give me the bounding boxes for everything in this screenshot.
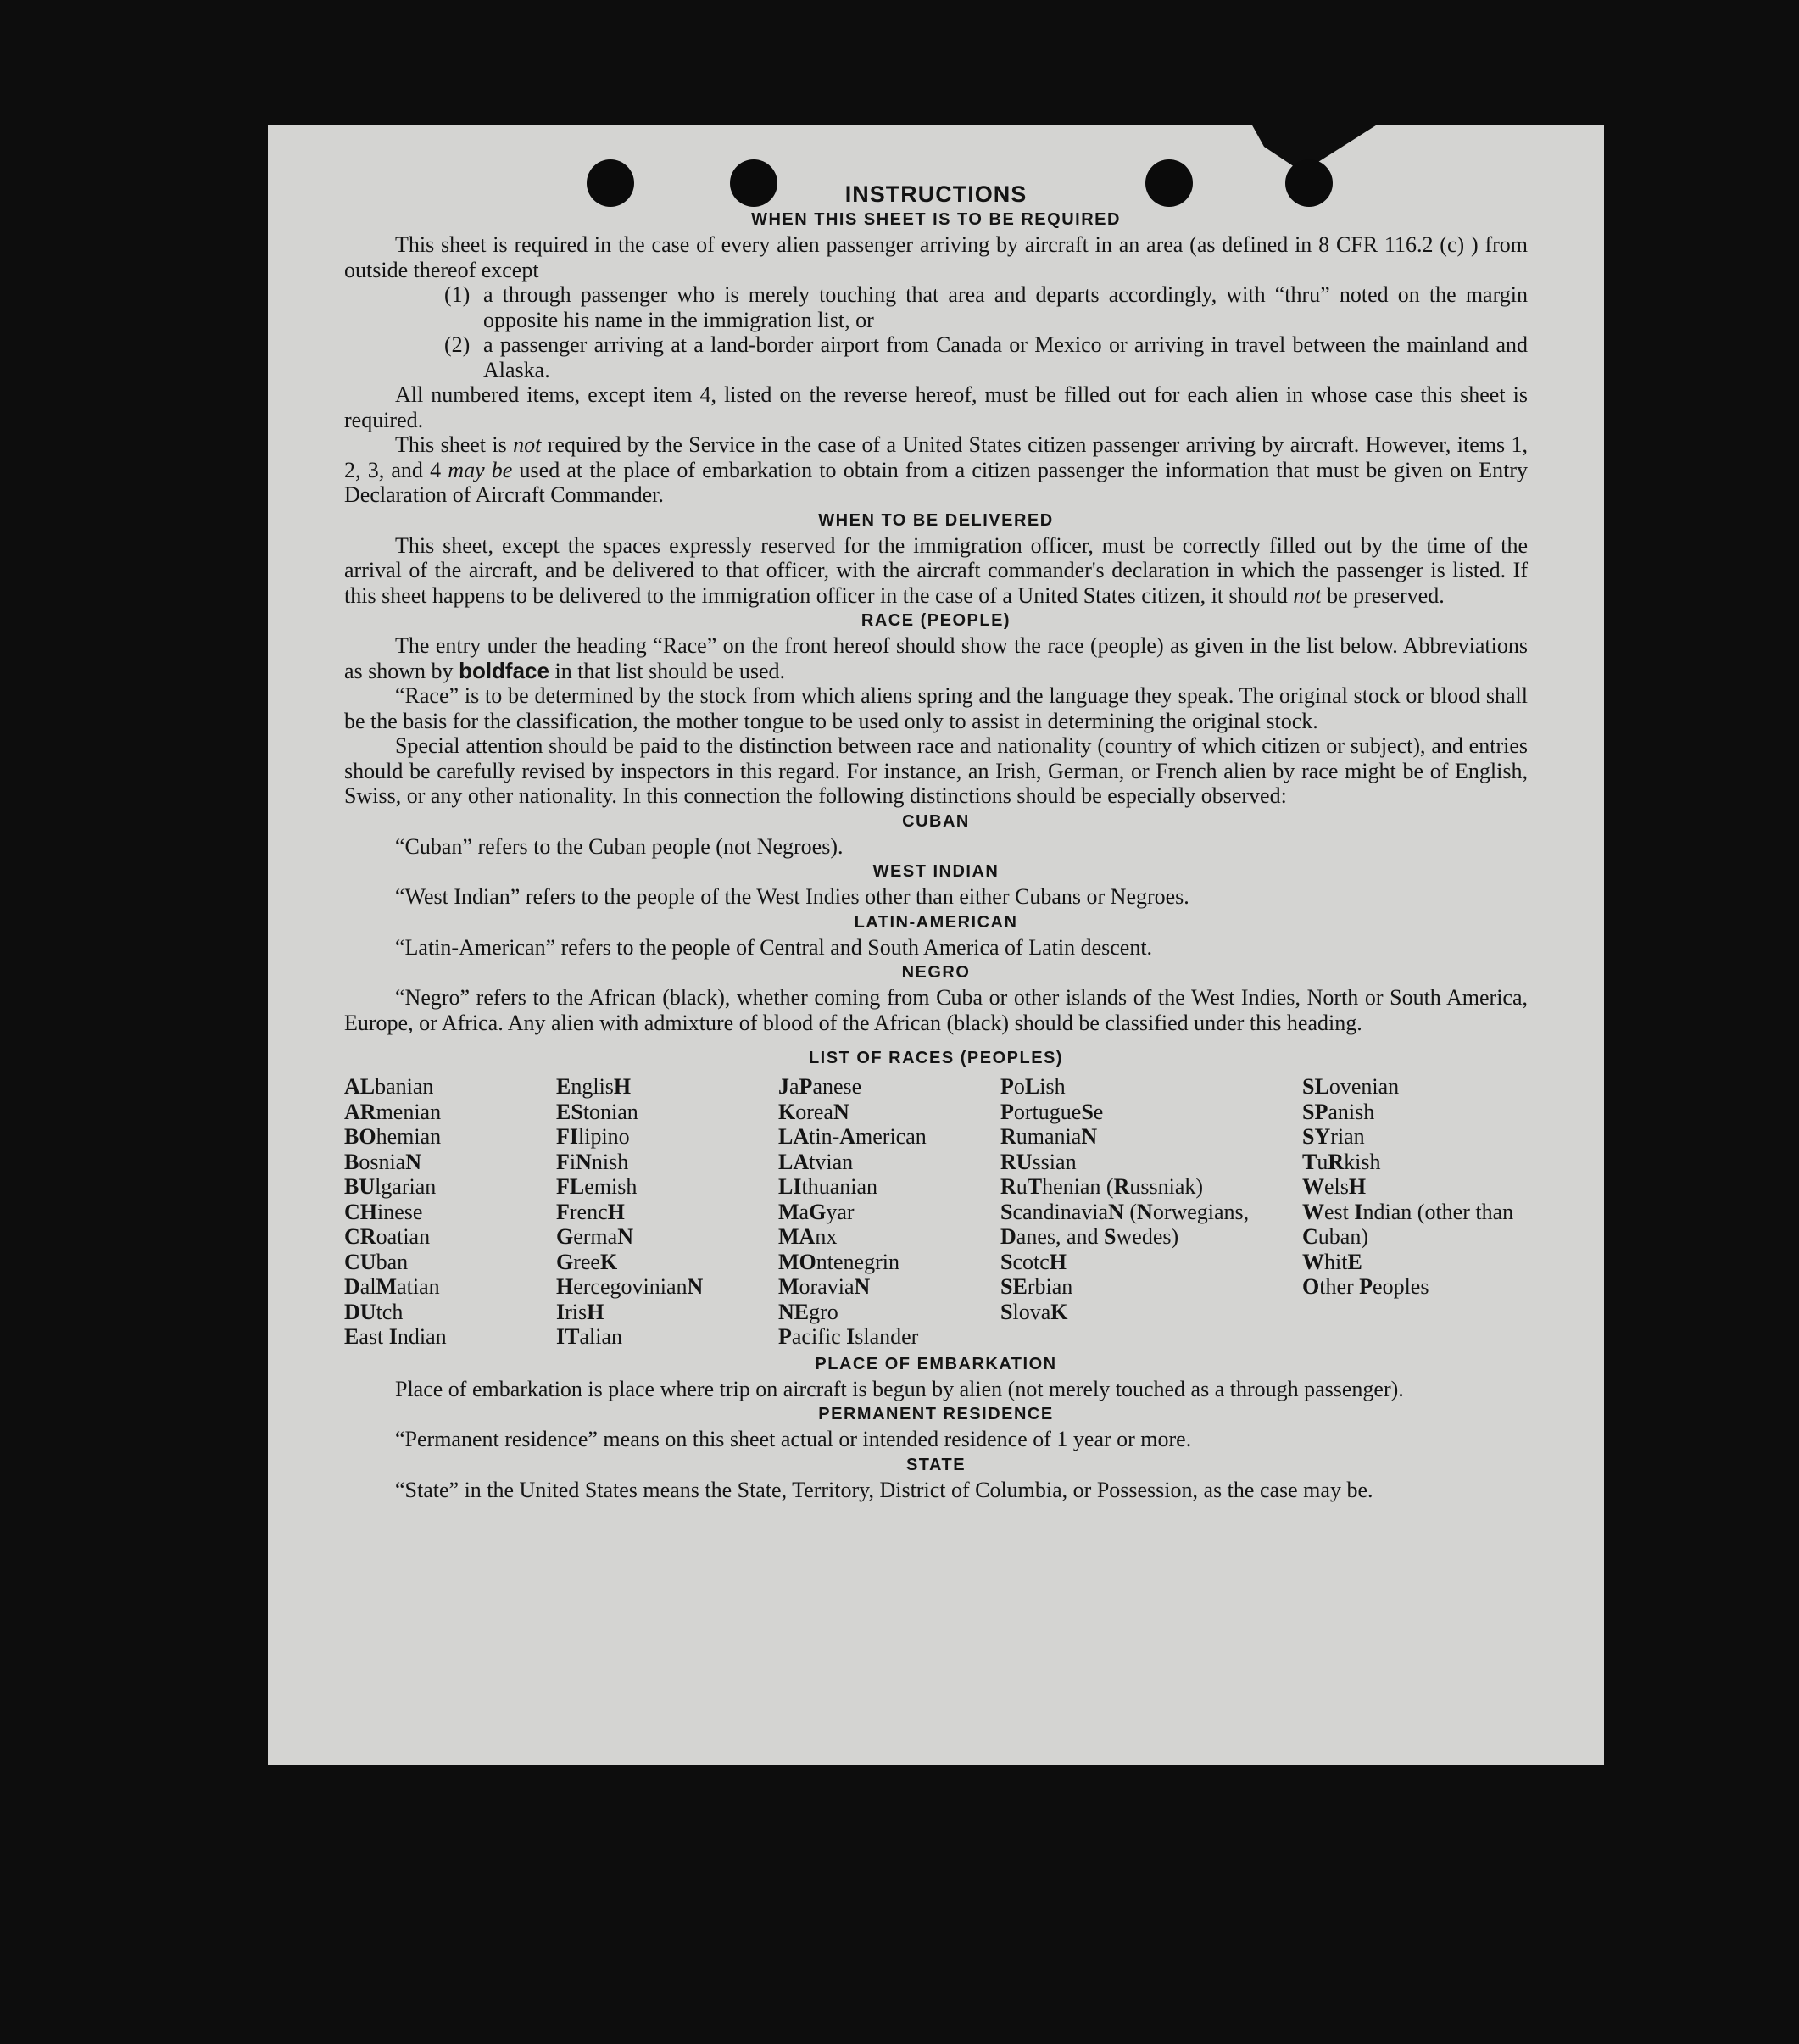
race-item: ScandinaviaN (Norwegians, Danes, and Swedes) [1000,1199,1250,1249]
race-item: RUssian [1000,1149,1077,1174]
exception-number: (2) [444,332,471,357]
race-item: WhitE [1302,1249,1362,1274]
races-column [344,1074,556,1350]
race-item: CHinese [344,1199,423,1224]
italic-run: not [513,432,542,457]
race-item: East Indian [344,1324,447,1349]
race-item: SLovenian [1302,1074,1400,1099]
race-item: DUtch [344,1299,404,1324]
race-item: West Indian (other than Cuban) [1302,1199,1514,1249]
race-item: GermaN [556,1224,633,1249]
race-item: ITalian [556,1324,622,1349]
heading-when-required: WHEN THIS SHEET IS TO BE REQUIRED [751,210,1121,229]
race-item: FLemish [556,1174,638,1199]
races-list [344,1074,1528,1350]
race-item: WelsH [1302,1174,1367,1199]
heading-residence: PERMANENT RESIDENCE [818,1405,1054,1423]
race-paragraph [344,633,1528,683]
race-item: DalMatian [344,1274,440,1299]
races-column [778,1074,1000,1350]
race-item: FiNnish [556,1149,629,1174]
text-run: This sheet, except the spaces expressly reserved for the immigration officer, must be correctly filled out by the time of the arrival of the aircraft, and be delivered to that officer, with the aircraft commander's declaration in which the passenger is listed. If this sheet happens to be delivered to the immigration officer in the case of a United States citizen, it should [344,532,1528,608]
citizen-paragraph [344,432,1528,508]
delivered-paragraph [344,533,1528,609]
race-paragraph: “Race” is to be determined by the stock from which aliens spring and the language they speak. The original stock or blood shall be the basis for the classification, the mother tongue to be used only to assist in determining the original stock. [344,683,1528,733]
race-item: SYrian [1302,1124,1365,1149]
race-item: SPanish [1302,1099,1375,1124]
race-item: FIlipino [556,1124,630,1149]
race-item: ScotcH [1000,1249,1067,1274]
italic-run: may be [448,457,513,482]
race-item: MAnx [778,1224,838,1249]
cuban-paragraph: “Cuban” refers to the Cuban people (not Negroes). [395,833,844,859]
race-item: GreeK [556,1249,618,1274]
race-item: LAtvian [778,1149,854,1174]
race-item: CUban [344,1249,409,1274]
race-item: EStonian [556,1099,638,1124]
race-item: EnglisH [556,1074,632,1099]
heading-west-indian: WEST INDIAN [872,862,1000,881]
race-item: BosniaN [344,1149,422,1174]
heading-race: RACE (PEOPLE) [861,611,1011,630]
race-item: MOntenegrin [778,1249,900,1274]
race-item: IrisH [556,1299,604,1324]
race-item: MoraviaN [778,1274,871,1299]
exception-number: (1) [444,282,471,307]
race-item: JaPanese [778,1074,862,1099]
race-item: PoLish [1000,1074,1066,1099]
heading-negro: NEGRO [901,963,971,982]
race-item: NEgro [778,1299,838,1324]
race-item: LIthuanian [778,1174,877,1199]
race-item: KoreaN [778,1099,849,1124]
race-item: LAtin-American [778,1124,927,1149]
text-run: in that list should be used. [549,658,786,683]
latin-american-paragraph: “Latin-American” refers to the people of Central and South America of Latin descent. [395,934,1153,960]
state-paragraph: “State” in the United States means the State, Territory, District of Columbia, or Possession, as the case may be. [395,1477,1373,1502]
text-run: required by the Service in the case of a United States citizen passenger arriving by aircraft. However, items 1, 2, 3, and 4 [344,432,1528,482]
race-item: CRoatian [344,1224,431,1249]
heading-state: STATE [905,1455,966,1474]
heading-when-delivered: WHEN TO BE DELIVERED [818,510,1054,530]
text-run: used at the place of embarkation to obtain from a citizen passenger the information that must be given on Entry Declaration of Aircraft Commander. [344,457,1528,507]
west-indian-paragraph: “West Indian” refers to the people of the West Indies other than either Cubans or Negroes. [395,884,1189,909]
race-item: BUlgarian [344,1174,437,1199]
heading-races-list: LIST OF RACES (PEOPLES) [808,1049,1064,1067]
embarkation-paragraph: Place of embarkation is place where trip on aircraft is begun by alien (not merely touched as a through passenger). [395,1376,1404,1401]
race-item: FrencH [556,1199,625,1224]
race-item: HercegovinianN [556,1274,704,1299]
italic-run: not [1293,582,1322,608]
races-column [556,1074,778,1350]
exception-item [444,332,1528,382]
race-paragraph: Special attention should be paid to the distinction between race and nationality (country of which citizen or subject), and entries should be carefully revised by inspectors in this regard. For instance, an Irish, German, or French alien by race might be of English, Swiss, or any other nationality. In this connection the following distinctions should be especially observed: [344,733,1528,808]
document-sheet [268,125,1604,1765]
residence-paragraph: “Permanent residence” means on this sheet actual or intended residence of 1 year or more. [395,1427,1192,1451]
numbered-items-paragraph: All numbered items, except item 4, listed on the reverse hereof, must be filled out for each alien in whose case this sheet is required. [344,382,1528,432]
heading-latin-american: LATIN-AMERICAN [854,912,1018,932]
race-item: SErbian [1000,1274,1073,1299]
text-run: This sheet is [395,432,514,457]
text-run: The entry under the heading “Race” on the front hereof should show the race (people) as given in the list below. Abbreviations as shown by [344,633,1528,683]
race-item: BOhemian [344,1124,442,1149]
heading-cuban: CUBAN [902,811,970,831]
race-item: Pacific Islander [778,1324,919,1349]
page-title: INSTRUCTIONS [844,181,1028,207]
race-item: MaGyar [778,1199,855,1224]
heading-embarkation: PLACE OF EMBARKATION [815,1354,1057,1373]
race-item: PortugueSe [1000,1099,1104,1124]
exception-item [444,282,1528,332]
text-run: be preserved. [1321,582,1445,608]
race-item: RumaniaN [1000,1124,1098,1149]
race-item: ARmenian [344,1099,442,1124]
race-item: SlovaK [1000,1299,1068,1324]
bold-run: boldface [459,657,549,683]
when-required-intro: This sheet is required in the case of every alien passenger arriving by aircraft in an area (as defined in 8 CFR 116.2 (c) ) from outside thereof except [344,232,1528,282]
race-item: RuThenian (Russniak) [1000,1174,1204,1199]
race-item: Other Peoples [1302,1274,1429,1299]
races-column [1000,1074,1255,1350]
exception-text: a through passenger who is merely touching that area and departs accordingly, with “thru” noted on the margin opposite his name in the immigration list, or [483,282,1528,332]
negro-paragraph: “Negro” refers to the African (black), whether coming from Cuba or other islands of the West Indies, North or South America, Europe, or Africa. Any alien with admixture of blood of the African (black) should be classified under this heading. [344,985,1528,1035]
race-item: TuRkish [1302,1149,1381,1174]
races-column [1302,1074,1528,1350]
instructions-content [344,181,1528,1502]
exception-text: a passenger arriving at a land-border airport from Canada or Mexico or arriving in travel between the mainland and Alaska. [483,332,1528,382]
race-item: ALbanian [344,1074,434,1099]
